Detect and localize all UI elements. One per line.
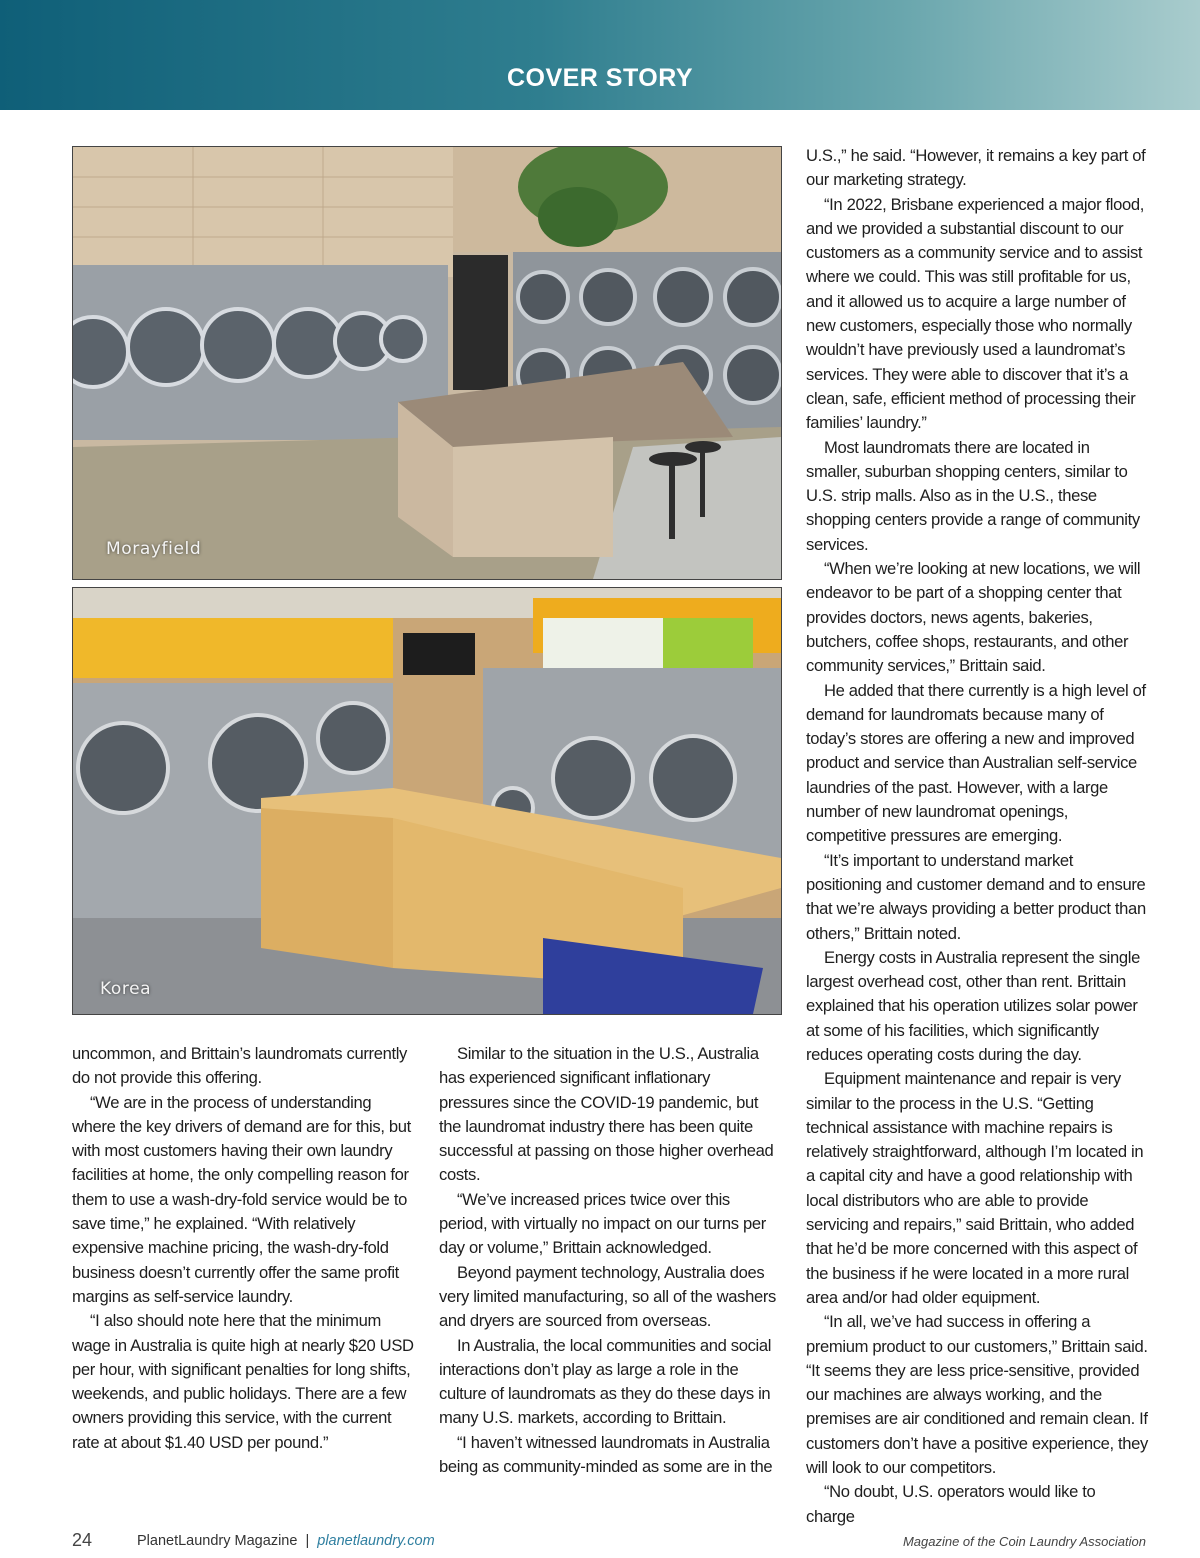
- paragraph: Beyond payment technology, Australia does very limited manufacturing, so all of the washers and dryers are sourced from overseas.: [439, 1262, 777, 1331]
- paragraph: “It’s important to understand market positioning and customer demand and to ensure that we’re always providing a better product than others,” Brittain noted.: [806, 850, 1146, 943]
- paragraph: “We’ve increased prices twice over this period, with virtually no impact on our turns per day or volume,” Brittain acknowledged.: [439, 1189, 766, 1258]
- paragraph: U.S.,” he said. “However, it remains a key part of our marketing strategy.: [806, 146, 1146, 190]
- footer-separator: |: [305, 1533, 310, 1549]
- magazine-name: PlanetLaundry Magazine: [137, 1533, 298, 1549]
- photo-caption-morayfield: Morayfield: [106, 539, 202, 559]
- paragraph: “I haven’t witnessed laundromats in Australia being as community-minded as some are in the: [439, 1432, 773, 1477]
- paragraph: Equipment maintenance and repair is very similar to the process in the U.S. “Getting technical assistance with machine repairs is relatively straightforward, although I’m located in a capital city and have a good relationship with local distributors who are able to provide servicing and repairs,” said Brittain, who added that he’d be more concerned with this aspect of the business if he were located in a more rural area and/or had older equipment.: [806, 1069, 1144, 1307]
- section-title: COVER STORY: [506, 64, 694, 92]
- paragraph: “When we’re looking at new locations, we will endeavor to be part of a shopping center that provides doctors, news agents, bakeries, butchers, coffee shops, restaurants, and other community services,” Brittain said.: [806, 559, 1141, 676]
- article-column-2: [439, 1042, 781, 1479]
- website-link[interactable]: planetlaundry.com: [317, 1533, 435, 1549]
- footer-tagline: Magazine of the Coin Laundry Association: [902, 1534, 1146, 1549]
- page-number: 24: [72, 1530, 93, 1550]
- photo-caption-korea: Korea: [100, 979, 152, 999]
- paragraph: In Australia, the local communities and social interactions don’t play as large a role in the culture of laundromats as they do these days in many U.S. markets, according to Brittain.: [439, 1335, 772, 1428]
- paragraph: uncommon, and Brittain’s laundromats currently do not provide this offering.: [72, 1044, 407, 1088]
- paragraph: Most laundromats there are located in smaller, suburban shopping centers, similar to U.S. strip malls. Also as in the U.S., these shopping centers provide a range of community services.: [806, 437, 1140, 554]
- laundromat-photo-illustration: [73, 147, 781, 579]
- section-banner: [0, 0, 1200, 110]
- paragraph: Energy costs in Australia represent the single largest overhead cost, other than rent. Brittain explained that his operation utilizes solar power at some of his facilities, which significantly reduces operating costs during the day.: [806, 947, 1140, 1064]
- laundromat-photo-illustration: [73, 588, 781, 1014]
- paragraph: He added that there currently is a high level of demand for laundromats because many of today’s stores are offering a new and improved product and service than Australian self-service laundries of the past. However, with a large number of new laundromat openings, competitive pressures are emerging.: [806, 680, 1146, 846]
- paragraph: “We are in the process of understanding where the key drivers of demand are for this, but with most customers having their own laundry facilities at home, the only compelling reason for them to use a wash-dry-fold service would be to save time,” he explained. “With relatively expensive machine pricing, the wash-dry-fold business doesn’t currently offer the same profit margins as self-service laundry.: [72, 1092, 411, 1306]
- paragraph: “I also should note here that the minimum wage in Australia is quite high at nearly $20 USD per hour, with significant penalties for long shifts, weekends, and public holidays. There are a few owners providing this service, with the current rate at about $1.40 USD per pound.”: [72, 1311, 414, 1452]
- photo-morayfield: [72, 146, 782, 580]
- paragraph: “In all, we’ve had success in offering a premium product to our customers,” Brittain said. “It seems they are less price-sensitive, provided our machines are always working, and the premises are air conditioned and remain clean. If customers don’t have a positive experience, they will look to our competitors.: [806, 1312, 1149, 1478]
- footer-publication: [137, 1533, 435, 1549]
- paragraph: “In 2022, Brisbane experienced a major flood, and we provided a substantial discount to our customers as a community service and to assist where we could. This was still profitable for us, and it allowed us to acquire a large number of new customers, especially those who normally wouldn’t have previously used a laundromat’s services. They were able to discover that it’s a clean, safe, efficient method of processing their families’ laundry.”: [806, 194, 1145, 433]
- article-column-1: [72, 1042, 414, 1455]
- paragraph: “No doubt, U.S. operators would like to charge: [806, 1482, 1096, 1526]
- paragraph: Similar to the situation in the U.S., Australia has experienced significant inflationary pressures since the COVID-19 pandemic, but the laundromat industry there has been quite successful at passing on those higher overhead costs.: [439, 1044, 774, 1185]
- article-column-3: [806, 144, 1148, 1529]
- photo-korea: [72, 587, 782, 1015]
